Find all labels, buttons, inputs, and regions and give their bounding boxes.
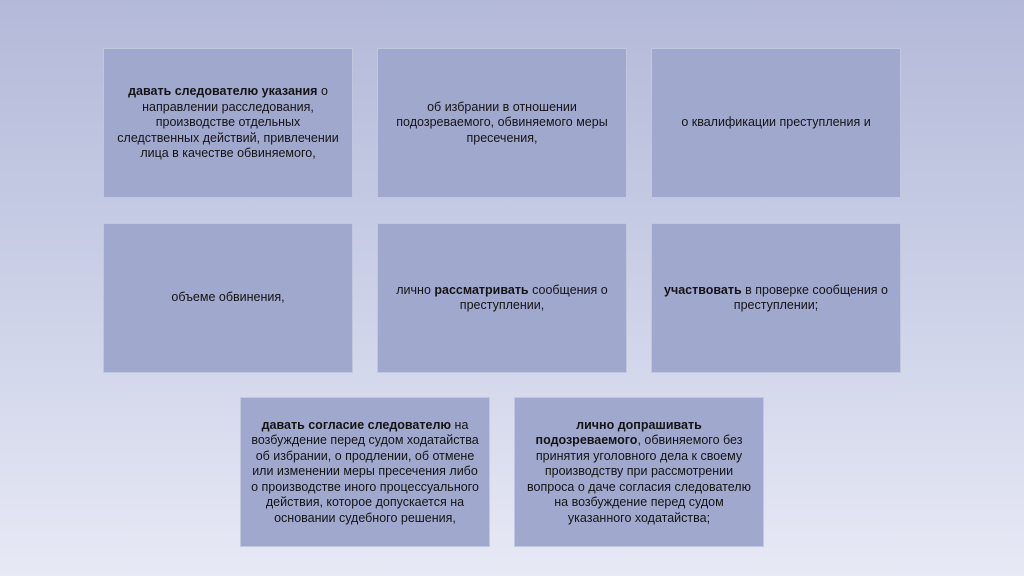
card-participate-check: [651, 223, 901, 373]
card-bold-text: давать согласие следователю: [261, 417, 452, 432]
card-bold-text: рассматривать: [434, 282, 529, 297]
card-instructions: [103, 48, 353, 198]
card-body-text: о направлении расследования, производстве отдельных следственных действий, привлечении лица в качестве обвиняемого,: [117, 84, 339, 161]
card-give-consent: [240, 397, 490, 547]
card-interrogate: [514, 397, 764, 547]
card-bold-text: давать следователю указания: [128, 84, 318, 99]
card-qualification: [651, 48, 901, 198]
card-text: [171, 290, 284, 306]
card-pre-text: лично: [396, 282, 435, 297]
card-text: [388, 100, 616, 147]
card-text: [681, 115, 870, 131]
card-bold-text: лично допрашивать подозреваемого: [535, 417, 702, 448]
card-text: [251, 418, 479, 527]
card-text: [525, 418, 753, 527]
card-text: [388, 283, 616, 314]
card-text: [114, 84, 342, 162]
card-text: [662, 283, 890, 314]
card-body-text: объеме обвинения,: [171, 290, 285, 305]
card-body-text: сообщения о преступлении,: [459, 282, 608, 312]
card-body-text: об избрании в отношении подозреваемого, обвиняемого меры пресечения,: [396, 99, 608, 145]
card-charge-scope: [103, 223, 353, 373]
card-body-text: , обвиняемого без принятия уголовного дела к своему производству при рассмотрении вопроса о даче согласия следователю на возбуждение перед судом указанного ходатайства;: [527, 433, 751, 525]
card-body-text: на возбуждение перед судом ходатайства об избрании, о продлении, об отмене или изменении меры пресечения либо о производстве иного процессуального действия, которое допускается на основании судебного решения,: [251, 417, 479, 525]
card-review-reports: [377, 223, 627, 373]
card-preventive-measure: [377, 48, 627, 198]
card-body-text: о квалификации преступления и: [681, 115, 871, 130]
card-bold-text: участвовать: [664, 282, 742, 297]
card-body-text: в проверке сообщения о преступлении;: [733, 282, 888, 312]
